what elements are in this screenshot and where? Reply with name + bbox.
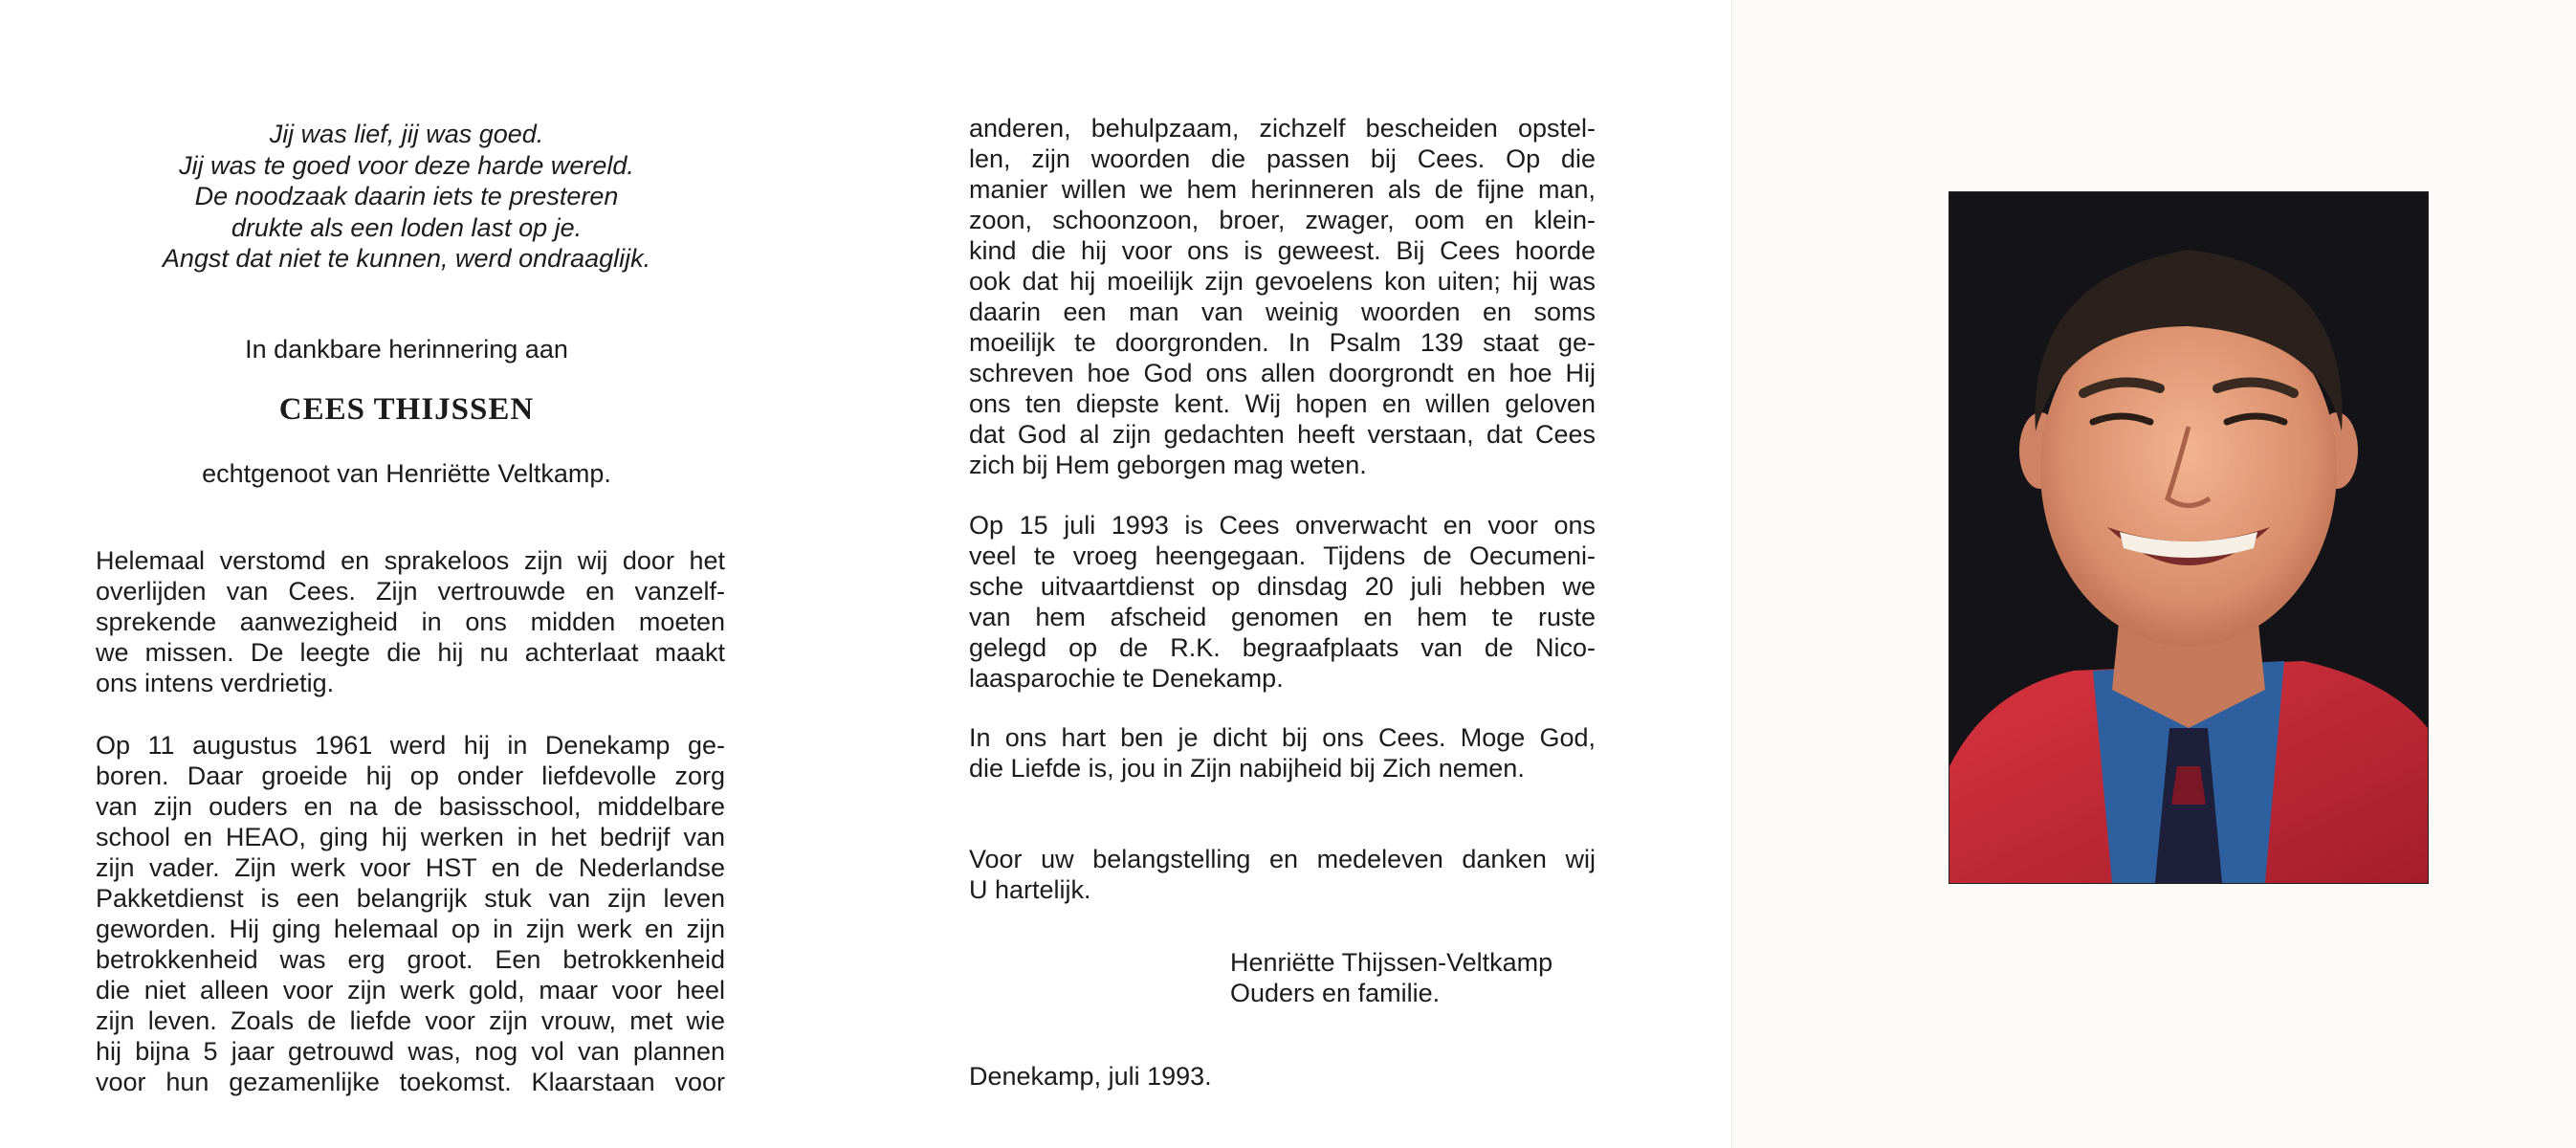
poem-line: drukte als een loden last op je. [231, 212, 583, 242]
text-line: van zijn ouders en na de basisschool, middelbare [96, 792, 725, 821]
text-line: ons ten diepste kent. Wij hopen en willen geloven [969, 389, 1596, 418]
place-date: Denekamp, juli 1993. [969, 1062, 1212, 1091]
text-line: die Liefde is, jou in Zijn nabijheid bij Zich nemen. [969, 754, 1525, 783]
signature-line: Ouders en familie. [1230, 979, 1441, 1007]
poem [96, 119, 717, 275]
text-line: ook dat hij moeilijk zijn gevoelens kon uiten; hij was [969, 267, 1596, 296]
deceased-name: CEES THIJSSEN [278, 392, 535, 427]
poem-line: De noodzaak daarin iets te presteren [194, 182, 619, 210]
text-line: gelegd op de R.K. begraafplaats van de Nico- [969, 633, 1596, 662]
col1-paragraph-1 [96, 545, 725, 698]
text-line: laasparochie te Denekamp. [969, 664, 1284, 693]
text-line: overlijden van Cees. Zijn vertrouwde en vanzelf- [96, 577, 725, 606]
portrait-photo [1949, 191, 2429, 884]
text-line: van hem afscheid genomen en hem te ruste [969, 603, 1596, 631]
text-line: zich bij Hem geborgen mag weten. [969, 451, 1367, 479]
col2-paragraph-1 [969, 113, 1596, 480]
dedication: In dankbare herinnering aan [245, 335, 568, 364]
text-line: sche uitvaartdienst op dinsdag 20 juli hebben we [969, 572, 1596, 601]
text-line: dat God al zijn gedachten heeft verstaan, dat Cees [969, 420, 1596, 449]
text-line: voor hun gezamenlijke toekomst. Klaarstaan voor [96, 1068, 725, 1096]
text-line: school en HEAO, ging hij werken in het bedrijf van [96, 823, 725, 851]
text-line: anderen, behulpzaam, zichzelf bescheiden opstel- [969, 114, 1596, 143]
text-line: zoon, schoonzoon, broer, zwager, oom en klein- [969, 206, 1596, 234]
text-line: die niet alleen voor zijn werk gold, maar voor heel [96, 976, 725, 1004]
text-line: we missen. De leegte die hij nu achterlaat maakt [96, 638, 725, 667]
text-line: moeilijk te doorgronden. In Psalm 139 staat ge- [969, 328, 1596, 357]
text-line: zijn leven. Zoals de liefde voor zijn vrouw, met wie [96, 1006, 725, 1035]
text-line: Op 15 juli 1993 is Cees onverwacht en voor ons [969, 511, 1596, 540]
text-line: betrokkenheid was erg groot. Een betrokkenheid [96, 945, 725, 974]
text-line: veel te vroeg heengegaan. Tijdens de Oecumeni- [969, 541, 1596, 570]
poem-line: Angst dat niet te kunnen, werd ondraaglijk. [162, 244, 651, 273]
signature-line: Henriëtte Thijssen-Veltkamp [1230, 948, 1553, 977]
text-line: In ons hart ben je dicht bij ons Cees. Moge God, [969, 723, 1596, 752]
text-line: Op 11 augustus 1961 werd hij in Denekamp ge- [96, 731, 725, 760]
text-line: Helemaal verstomd en sprakeloos zijn wij door het [96, 546, 725, 575]
poem-line: Jij was te goed voor deze harde wereld. [179, 150, 634, 180]
col2-paragraph-2 [969, 510, 1596, 694]
col2-paragraph-4 [969, 844, 1596, 905]
text-line: boren. Daar groeide hij op onder liefdevolle zorg [96, 762, 725, 790]
text-line: sprekende aanwezigheid in ons midden moeten [96, 607, 725, 636]
text-line: len, zijn woorden die passen bij Cees. Op die [969, 144, 1596, 173]
text-line: kind die hij voor ons is geweest. Bij Cees hoorde [969, 236, 1596, 265]
text-line: Voor uw belangstelling en medeleven danken wij [969, 845, 1596, 873]
signature-block [1230, 947, 1552, 1008]
text-line: zijn vader. Zijn werk voor HST en de Nederlandse [96, 853, 725, 882]
text-line: hij bijna 5 jaar getrouwd was, nog vol van plannen [96, 1037, 725, 1066]
text-line: schreven hoe God ons allen doorgrondt en hoe Hij [969, 359, 1596, 387]
poem-line: Jij was lief, jij was goed. [269, 120, 544, 148]
text-line: Pakketdienst is een belangrijk stuk van zijn leven [96, 884, 725, 913]
text-line: geworden. Hij ging helemaal op in zijn werk en zijn [96, 915, 725, 943]
text-line: manier willen we hem herinneren als de fijne man, [969, 175, 1596, 204]
spouse-line: echtgenoot van Henriëtte Veltkamp. [202, 459, 611, 488]
text-line: daarin een man van weinig woorden en soms [969, 298, 1596, 326]
col2-paragraph-3 [969, 722, 1596, 784]
text-line: ons intens verdrietig. [96, 669, 335, 697]
col1-paragraph-2 [96, 730, 725, 1097]
text-line: U hartelijk. [969, 875, 1091, 904]
